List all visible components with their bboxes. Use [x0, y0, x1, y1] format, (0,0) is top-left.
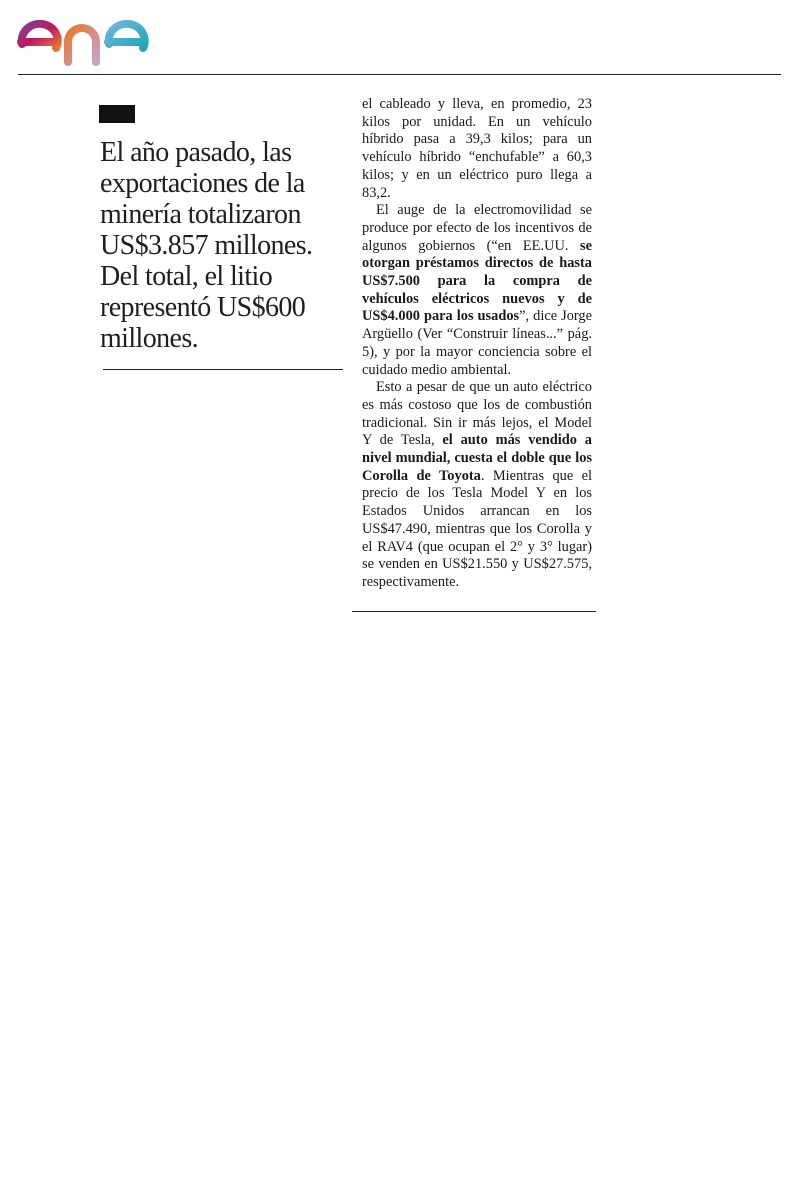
page-header [0, 0, 800, 76]
article-column [362, 96, 592, 592]
paragraph-2-text-b: ”, dice Jorge Argüello (Ver “Construir líneas...” pág. 5), y por la mayor conciencia sobre el cuidado medio ambiental. [362, 308, 592, 378]
article-paragraph-1: el cableado y lleva, en promedio, 23 kilos por unidad. En un vehículo híbrido pasa a 39,3 kilos; para un vehículo híbrido “enchufable” a 60,3 kilos; y en un eléctrico puro llega a 83,2. [362, 96, 592, 201]
header-divider [18, 74, 781, 75]
article-paragraph-3 [362, 379, 592, 591]
paragraph-3-text-a: Esto a pesar de que un auto eléctrico es más costoso que los de combustión tradicional. Sin ir más lejos, el Model Y de Tesla, [362, 379, 592, 449]
column-end-divider [352, 611, 596, 612]
paragraph-3-bold: el auto más vendido a nivel mundial, cuesta el doble que los Corolla de Toyota [362, 432, 592, 484]
enel-logo [16, 4, 181, 66]
pull-quote-divider [103, 369, 343, 370]
pull-quote: El año pasado, las exportaciones de la minería totalizaron US$3.857 millones. Del total, el litio representó US$600 millones. [100, 137, 313, 354]
paragraph-2-bold: se otorgan préstamos directos de hasta US$7.500 para la compra de vehículos eléctricos nuevos y de US$4.000 para los usados [362, 237, 592, 325]
section-tag-block [99, 105, 135, 123]
article-paragraph-2 [362, 202, 592, 379]
paragraph-2-text-a: El auge de la electromovilidad se produce por efecto de los incentivos de algunos gobiernos (“en EE.UU. [362, 202, 592, 254]
paragraph-3-text-b: . Mientras que el precio de los Tesla Model Y en los Estados Unidos arrancan en los US$47.490, mientras que los Corolla y el RAV4 (que ocupan el 2° y 3° lugar) se venden en US$21.550 y US$27.575, respectivamente. [362, 467, 592, 590]
